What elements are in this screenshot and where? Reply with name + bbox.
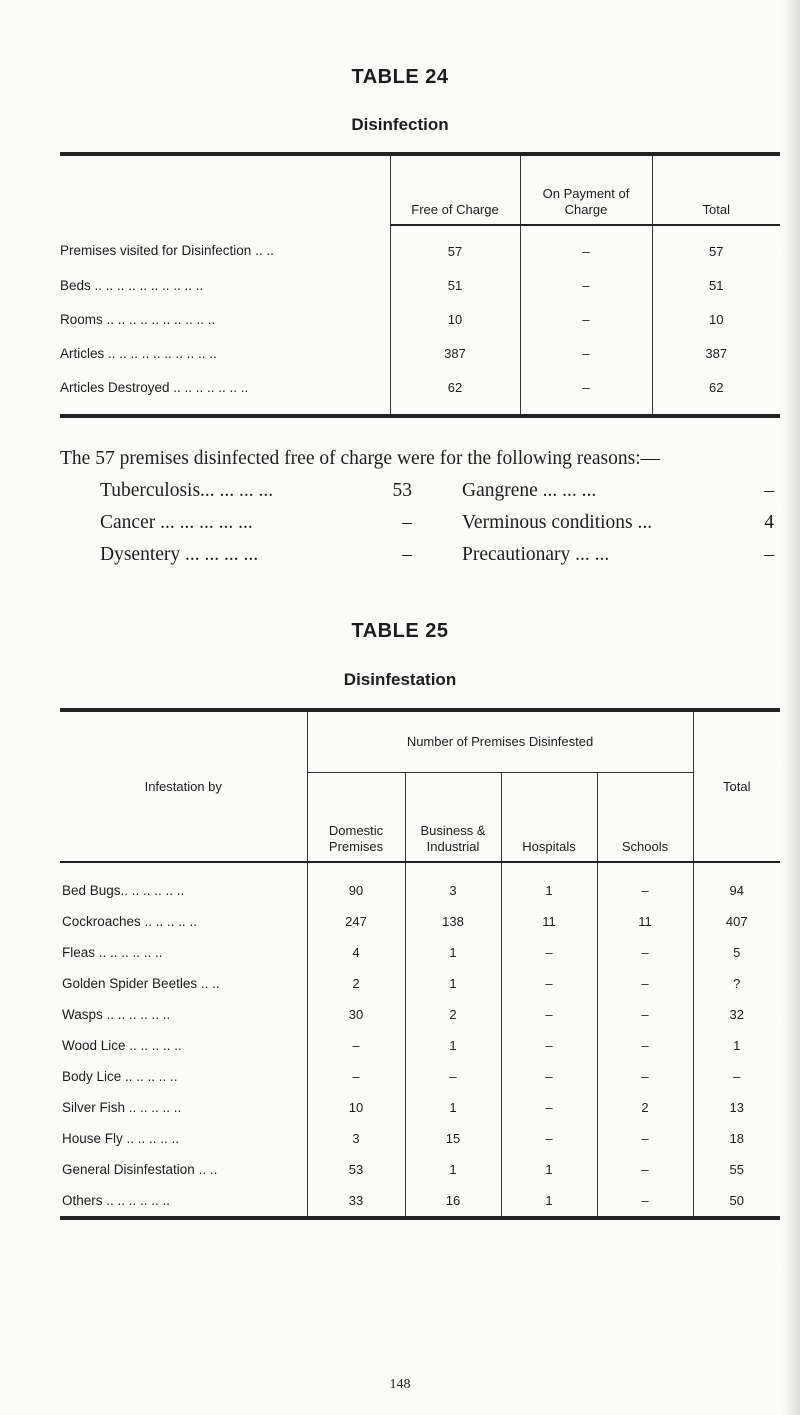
cell-domestic: 247 xyxy=(307,906,405,937)
table25-subheading: Disinfestation xyxy=(343,670,457,689)
disinfestation-table xyxy=(60,708,780,1220)
cell-hospitals: – xyxy=(501,1092,597,1123)
table-row xyxy=(60,1061,780,1092)
cell-business: 1 xyxy=(405,968,501,999)
row-label: House Fly .. .. .. .. .. xyxy=(62,1131,180,1146)
table24-subheading: Disinfection xyxy=(351,115,449,134)
col-schools: Schools xyxy=(597,773,693,863)
row-label: Fleas .. .. .. .. .. .. xyxy=(62,945,163,960)
table24-header-blank xyxy=(60,154,390,225)
cell-schools: 11 xyxy=(597,906,693,937)
table-row xyxy=(60,1154,780,1185)
cell-domestic: 53 xyxy=(307,1154,405,1185)
col-business-industrial: Business & Industrial xyxy=(405,773,501,863)
cell-total: 1 xyxy=(693,1030,780,1061)
cell-domestic: 33 xyxy=(307,1185,405,1218)
reason-value: – xyxy=(764,544,774,565)
cell-domestic: 4 xyxy=(307,937,405,968)
cell-hospitals: – xyxy=(501,968,597,999)
page-edge-shadow xyxy=(782,0,800,1415)
row-label: Golden Spider Beetles .. .. xyxy=(62,976,220,991)
cell-on-payment: – xyxy=(520,336,652,370)
col-free-of-charge: Free of Charge xyxy=(390,154,520,225)
row-label: Wood Lice .. .. .. .. .. xyxy=(62,1038,182,1053)
cell-domestic: – xyxy=(307,1030,405,1061)
reason-item xyxy=(100,512,412,538)
row-label: Bed Bugs.. .. .. .. .. .. xyxy=(62,883,185,898)
reason-value: 53 xyxy=(392,480,412,501)
table-row xyxy=(60,999,780,1030)
cell-business: 138 xyxy=(405,906,501,937)
reason-item xyxy=(100,544,412,570)
reason-value: – xyxy=(764,480,774,501)
row-label: Others .. .. .. .. .. .. xyxy=(62,1193,171,1208)
cell-hospitals: 1 xyxy=(501,1154,597,1185)
table-row xyxy=(60,906,780,937)
reason-label: Cancer ... ... ... ... ... xyxy=(100,512,253,533)
cell-total: 62 xyxy=(652,370,780,416)
row-label: Rooms .. .. .. .. .. .. .. .. .. .. xyxy=(60,311,216,327)
cell-domestic: 3 xyxy=(307,1123,405,1154)
cell-total: – xyxy=(693,1061,780,1092)
cell-domestic: 30 xyxy=(307,999,405,1030)
table-row xyxy=(60,1030,780,1061)
row-label: Articles Destroyed .. .. .. .. .. .. .. xyxy=(60,379,249,395)
cell-domestic: 10 xyxy=(307,1092,405,1123)
reasons-intro: The 57 premises disinfected free of charge were for the following reasons:— xyxy=(60,448,661,469)
col-total: Total xyxy=(693,710,780,862)
col-total: Total xyxy=(652,154,780,225)
cell-schools: – xyxy=(597,1030,693,1061)
cell-schools: 2 xyxy=(597,1092,693,1123)
cell-business: 1 xyxy=(405,1154,501,1185)
row-label: Articles .. .. .. .. .. .. .. .. .. .. xyxy=(60,345,217,361)
cell-total: 13 xyxy=(693,1092,780,1123)
cell-business: 2 xyxy=(405,999,501,1030)
cell-total: 18 xyxy=(693,1123,780,1154)
cell-hospitals: – xyxy=(501,1123,597,1154)
reason-label: Verminous conditions ... xyxy=(462,512,653,533)
cell-free-of-charge: 10 xyxy=(390,302,520,336)
cell-on-payment: – xyxy=(520,370,652,416)
table24-header-row xyxy=(60,154,780,225)
cell-total: 5 xyxy=(693,937,780,968)
table-row xyxy=(60,937,780,968)
table-row xyxy=(60,1185,780,1218)
cell-on-payment: – xyxy=(520,225,652,268)
table24-heading: TABLE 24 xyxy=(351,66,449,88)
cell-total: 32 xyxy=(693,999,780,1030)
table-row xyxy=(60,1092,780,1123)
cell-domestic: 2 xyxy=(307,968,405,999)
table-row xyxy=(60,268,780,302)
row-label: Wasps .. .. .. .. .. .. xyxy=(62,1007,171,1022)
cell-hospitals: 1 xyxy=(501,862,597,906)
col-on-payment: On Payment of Charge xyxy=(520,154,652,225)
disinfection-table xyxy=(60,152,780,418)
table25-header-row-1 xyxy=(60,710,780,773)
table-row xyxy=(60,225,780,268)
table-row xyxy=(60,370,780,416)
cell-business: 15 xyxy=(405,1123,501,1154)
cell-business: 1 xyxy=(405,937,501,968)
reason-value: 4 xyxy=(764,512,774,533)
cell-schools: – xyxy=(597,1061,693,1092)
cell-total: 50 xyxy=(693,1185,780,1218)
cell-schools: – xyxy=(597,937,693,968)
reason-label: Gangrene ... ... ... xyxy=(462,480,597,501)
cell-hospitals: – xyxy=(501,1061,597,1092)
table-row xyxy=(60,968,780,999)
cell-business: – xyxy=(405,1061,501,1092)
cell-business: 1 xyxy=(405,1030,501,1061)
reason-label: Tuberculosis... ... ... ... xyxy=(100,480,274,501)
cell-free-of-charge: 51 xyxy=(390,268,520,302)
col-hospitals: Hospitals xyxy=(501,773,597,863)
col-group-premises-disinfested: Number of Premises Disinfested xyxy=(307,710,693,773)
cell-schools: – xyxy=(597,1154,693,1185)
cell-schools: – xyxy=(597,968,693,999)
cell-hospitals: – xyxy=(501,937,597,968)
cell-business: 16 xyxy=(405,1185,501,1218)
cell-total: 51 xyxy=(652,268,780,302)
table-row xyxy=(60,336,780,370)
cell-free-of-charge: 62 xyxy=(390,370,520,416)
cell-hospitals: – xyxy=(501,999,597,1030)
cell-hospitals: – xyxy=(501,1030,597,1061)
cell-domestic: – xyxy=(307,1061,405,1092)
reason-value: – xyxy=(402,544,412,565)
cell-business: 1 xyxy=(405,1092,501,1123)
reason-label: Precautionary ... ... xyxy=(462,544,610,565)
col-domestic-premises: Domestic Premises xyxy=(307,773,405,863)
row-label: Premises visited for Disinfection .. .. xyxy=(60,243,274,258)
cell-schools: – xyxy=(597,1185,693,1218)
cell-total: 407 xyxy=(693,906,780,937)
cell-total: 57 xyxy=(652,225,780,268)
reason-item xyxy=(100,480,412,506)
table-row xyxy=(60,862,780,906)
cell-schools: – xyxy=(597,999,693,1030)
cell-total: 387 xyxy=(652,336,780,370)
cell-domestic: 90 xyxy=(307,862,405,906)
reason-item xyxy=(462,512,774,538)
table-row xyxy=(60,302,780,336)
cell-total: 55 xyxy=(693,1154,780,1185)
cell-business: 3 xyxy=(405,862,501,906)
row-label: Cockroaches .. .. .. .. .. xyxy=(62,914,198,929)
table-row xyxy=(60,1123,780,1154)
cell-schools: – xyxy=(597,862,693,906)
page-number: 148 xyxy=(389,1377,411,1392)
cell-on-payment: – xyxy=(520,268,652,302)
cell-free-of-charge: 387 xyxy=(390,336,520,370)
cell-total: 94 xyxy=(693,862,780,906)
row-label: Beds .. .. .. .. .. .. .. .. .. .. xyxy=(60,277,204,293)
table25-heading: TABLE 25 xyxy=(351,620,449,642)
cell-total: 10 xyxy=(652,302,780,336)
cell-on-payment: – xyxy=(520,302,652,336)
reason-value: – xyxy=(402,512,412,533)
reason-item xyxy=(462,544,774,570)
reason-item xyxy=(462,480,774,506)
cell-hospitals: 1 xyxy=(501,1185,597,1218)
cell-schools: – xyxy=(597,1123,693,1154)
cell-hospitals: 11 xyxy=(501,906,597,937)
cell-total: ? xyxy=(693,968,780,999)
row-label: Body Lice .. .. .. .. .. xyxy=(62,1069,178,1084)
row-label: Silver Fish .. .. .. .. .. xyxy=(62,1100,182,1115)
reason-label: Dysentery ... ... ... ... xyxy=(100,544,259,565)
col-infestation-by: Infestation by xyxy=(60,710,307,862)
row-label: General Disinfestation .. .. xyxy=(62,1162,218,1177)
cell-free-of-charge: 57 xyxy=(390,225,520,268)
